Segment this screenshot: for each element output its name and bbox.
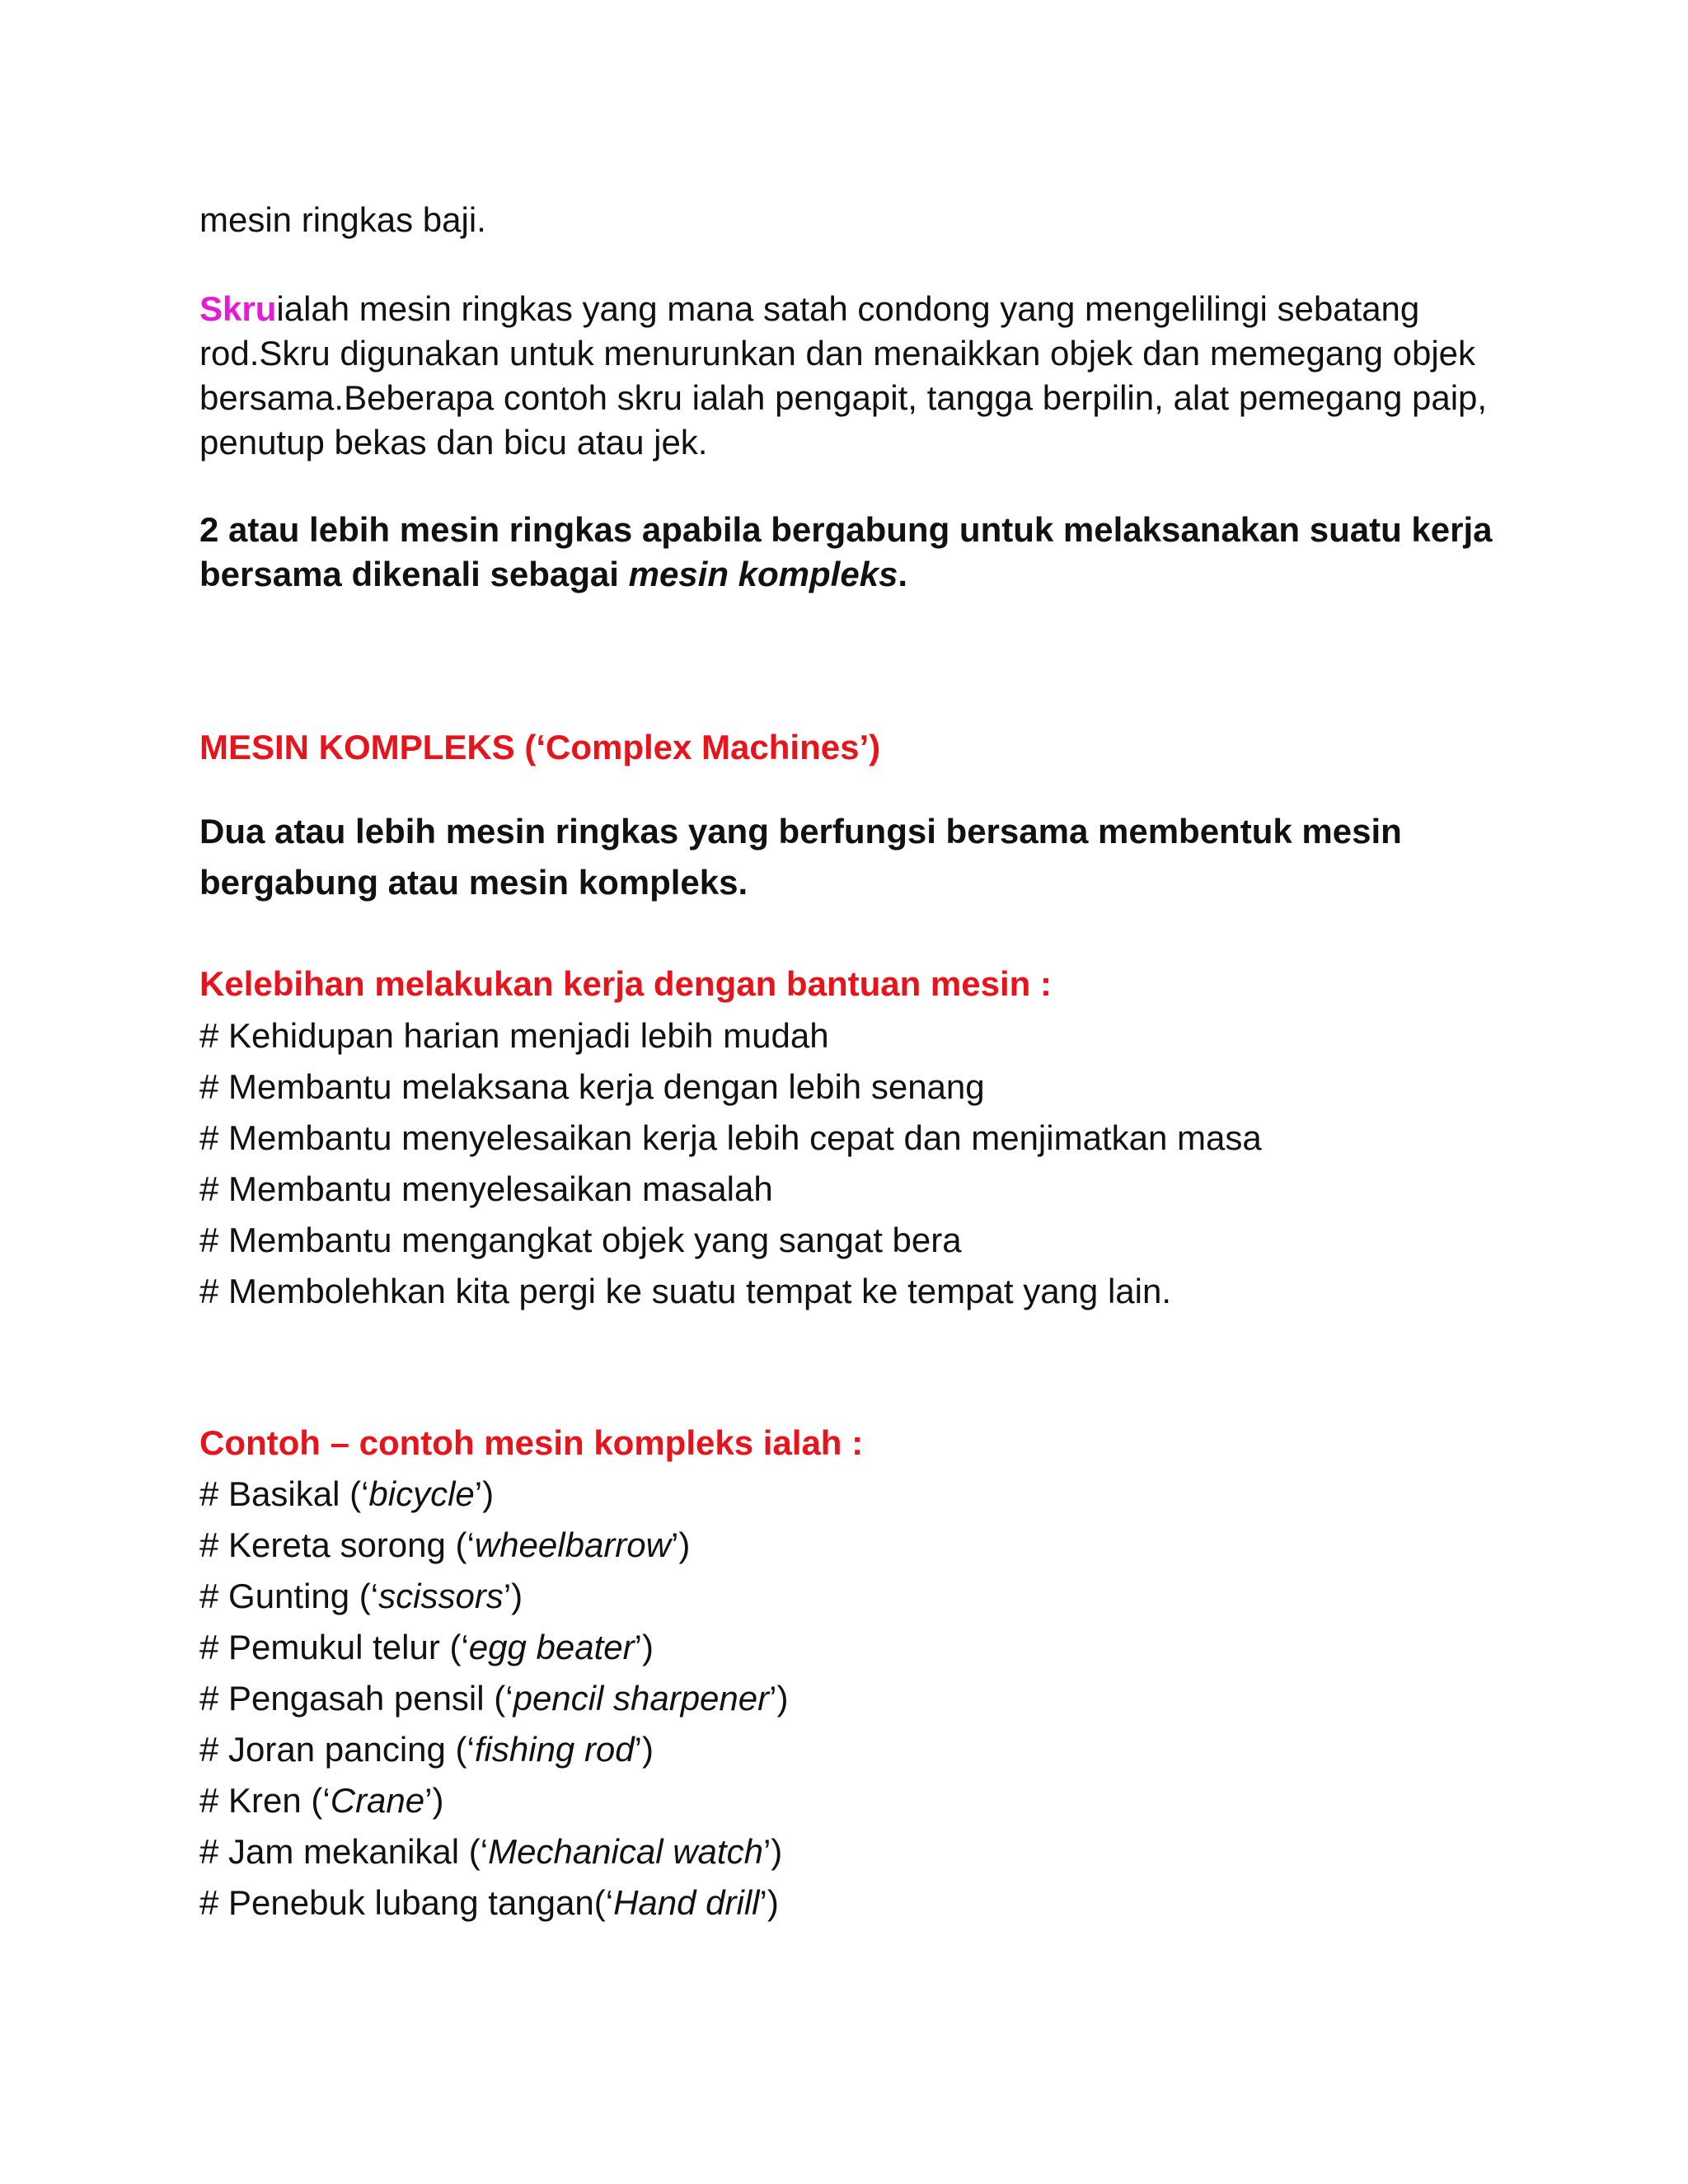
screw-description: ialah mesin ringkas yang mana satah condong yang mengelilingi sebatang rod.Skru digunakan untuk menurunkan dan menaikkan objek dan memegang objek bersama.Beberapa contoh skru ialah pengapit, tangga berpilin, alat pemegang paip, penutup bekas dan bicu atau jek. (199, 289, 1488, 462)
example-suffix: ’) (634, 1628, 654, 1666)
example-label: # Kren (‘ (199, 1781, 331, 1820)
example-label: # Penebuk lubang tangan(‘ (199, 1883, 614, 1922)
combined-note-text: 2 atau lebih mesin ringkas apabila bergabung untuk melaksanakan suatu kerja bersama dikenali sebagai (199, 510, 1493, 593)
examples-list (199, 1469, 788, 1929)
example-english-term: Hand drill (613, 1883, 760, 1922)
example-item (199, 1877, 788, 1929)
combined-note-end: . (898, 555, 908, 593)
advantages-heading: Kelebihan melakukan kerja dengan bantuan mesin : (199, 964, 1052, 1003)
example-item (199, 1673, 788, 1724)
example-label: # Pemukul telur (‘ (199, 1628, 469, 1666)
example-item (199, 1775, 788, 1826)
examples-heading: Contoh – contoh mesin kompleks ialah : (199, 1423, 864, 1462)
example-item (199, 1622, 788, 1673)
example-suffix: ’) (503, 1577, 523, 1615)
example-item (199, 1571, 788, 1622)
example-suffix: ’) (424, 1781, 444, 1820)
example-label: # Gunting (‘ (199, 1577, 379, 1615)
example-english-term: fishing rod (474, 1730, 635, 1769)
example-english-term: scissors (378, 1577, 504, 1615)
combined-note-emphasis: mesin kompleks (628, 555, 898, 593)
example-english-term: Mechanical watch (488, 1832, 763, 1871)
example-label: # Joran pancing (‘ (199, 1730, 475, 1769)
advantage-item: # Membantu mengangkat objek yang sangat bera (199, 1221, 962, 1259)
example-suffix: ’) (759, 1883, 779, 1922)
example-english-term: egg beater (468, 1628, 635, 1666)
screw-term: Skru (199, 289, 277, 328)
example-suffix: ’) (474, 1474, 495, 1513)
example-suffix: ’) (769, 1679, 789, 1718)
example-english-term: bicycle (368, 1474, 475, 1513)
example-item (199, 1724, 788, 1775)
example-suffix: ’) (670, 1526, 691, 1564)
combined-machines-note (199, 508, 1502, 597)
advantage-item: # Membolehkan kita pergi ke suatu tempat ke tempat yang lain. (199, 1272, 1171, 1310)
advantage-item: # Membantu melaksana kerja dengan lebih senang (199, 1067, 985, 1106)
example-label: # Pengasah pensil (‘ (199, 1679, 513, 1718)
advantage-item: # Kehidupan harian menjadi lebih mudah (199, 1016, 829, 1055)
example-suffix: ’) (762, 1832, 783, 1871)
example-english-term: wheelbarrow (474, 1526, 671, 1564)
example-item (199, 1826, 788, 1877)
example-english-term: pencil sharpener (513, 1679, 770, 1718)
advantage-item: # Membantu menyelesaikan kerja lebih cepat dan menjimatkan masa (199, 1118, 1262, 1157)
complex-machine-definition: Dua atau lebih mesin ringkas yang berfungsi bersama membentuk mesin bergabung atau mesin kompleks. (199, 812, 1402, 902)
example-label: # Jam mekanikal (‘ (199, 1832, 489, 1871)
advantages-list (199, 1010, 1262, 1317)
advantage-item: # Membantu menyelesaikan masalah (199, 1169, 773, 1208)
example-label: # Basikal (‘ (199, 1474, 369, 1513)
example-english-term: Crane (330, 1781, 425, 1820)
section-title: MESIN KOMPLEKS (‘Complex Machines’) (199, 728, 881, 766)
example-label: # Kereta sorong (‘ (199, 1526, 475, 1564)
example-item (199, 1520, 788, 1571)
example-item (199, 1469, 788, 1520)
intro-fragment: mesin ringkas baji. (199, 200, 486, 239)
screw-paragraph (199, 287, 1502, 465)
example-suffix: ’) (634, 1730, 654, 1769)
